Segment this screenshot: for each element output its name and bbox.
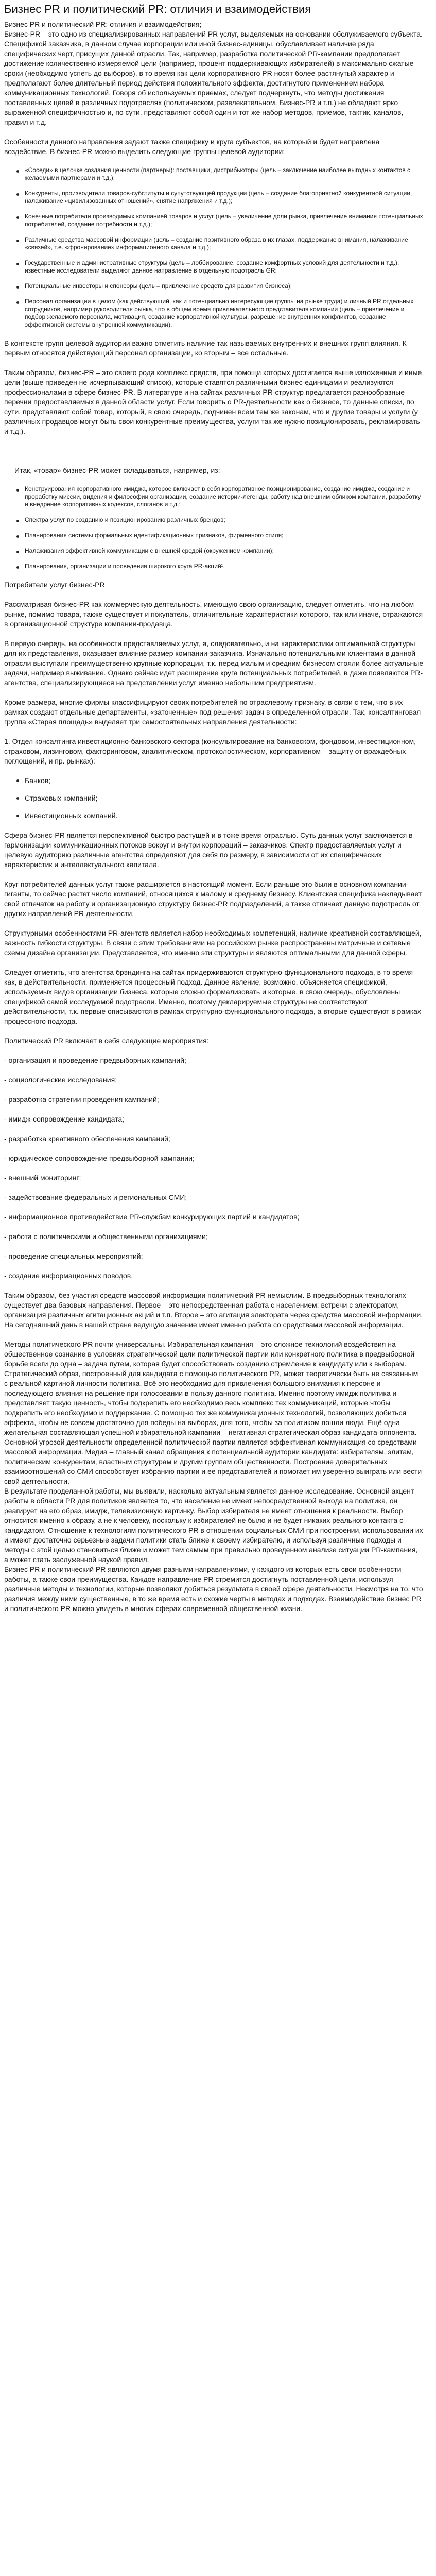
paragraph: Итак, «товар» бизнес-PR может складываться, например, из:	[14, 466, 220, 474]
list-item: Планирования системы формальных идентификационных признаков, фирменного стиля;	[25, 532, 424, 539]
list-item: Государственные и административные структуры (цель – лоббирование, создание комфортных условий для деятельности и т.д.), известные исследователи выделяют данное направление в отдельную подотрасль GR;	[25, 259, 424, 275]
list-item: - социологические исследования;	[4, 1076, 117, 1084]
paragraph: В контексте групп целевой аудитории важно отметить наличие так называемых внутренних и внешних групп влияния. К первым относятся действующий персонал организации, ко вторым – все остальные.	[4, 339, 407, 357]
spacer	[4, 446, 424, 466]
list-item: Налаживания эффективной коммуникации с внешней средой (окружением компании);	[25, 547, 424, 555]
list-item: - разработка креативного обеспечения кампаний;	[4, 1134, 170, 1143]
paragraph: Рассматривая бизнес-PR как коммерческую деятельность, имеющую свою организацию, следует отметить, что на любом рынке, помимо товара, также существует и покупатель, отличительные характеристики которого, так или иначе, отражаются в организационной структуре компании-продавца.	[4, 600, 423, 628]
paragraph: Круг потребителей данных услуг также расширяется в настоящий момент. Если раньше это были в основном компании-гиганты, то сейчас растет число компаний, относящихся к малому и среднему бизнесу. Клиентская специфика накладывает свой отпечаток на работу и организационную структуру бизнес-PR подразделений, а также отличает данную подотрасль от других направлений PR деятельности.	[4, 880, 422, 918]
paragraph: Следует отметить, что агентства брэндинга на сайтах придерживаются структурно-функционального подхода, в то время как, в действительности, применяется процессный подход. Данное явление, возможно, объясняется спецификой, используемых видов организации бизнеса, которые сложно формализовать и которые, в свою очередь, обусловлены спецификой самой исследуемой подотрасли. Именно, поэтому декларируемые структуры не соответствуют действительности, т.к. первые описываются в рамках структурно-функционального подхода, а вторые существуют в рамках процессного подхода.	[4, 968, 421, 1025]
list-item: Планирования, организации и проведения широкого круга PR-акций¹.	[25, 563, 424, 570]
paragraph: Методы политического PR почти универсальны. Избирательная кампания – это сложное технологий воздействия на общественное сознание в условиях стратегической цели политической партии или конкретного политика в предвыборной борьбе всеги до одна – задача путем, которая будет способствовать созданию стремление к кандидату или к выборам. Стратегический образ, построенный для кандидата с помощью политического PR, может теоретически быть не связанным с реальной картиной личности политика. Всё это необходимо для привлечения большого внимания к персоне и последующего влияния на решение при голосовании в пользу данного политика. Именно поэтому имидж политика и представляет такую ценность, чтобы подкрепить его необходимо весь комплекс тех коммуникаций, которые чтобы подкрепить его необходимо и поддержание. С помощью тех же коммуникационных технологий, позволяющих добиться эффекта, чтобы не совсем достаточно для победы на выборах, для того, чтобы за политиком пошли люди. Ещё одна желательная составляющая успешной избирательной кампании – негативная стратегическая образ кандидата-оппонента.	[4, 1340, 418, 1436]
list-item: - внешний мониторинг;	[4, 1174, 81, 1182]
list-item: - проведение специальных мероприятий;	[4, 1252, 143, 1260]
paragraph: Сфера бизнес-PR является перспективной быстро растущей и в тоже время отраслью. Суть данных услуг заключается в гармонизации коммуникационных потоков вокруг и внутри корпораций – заказчиков. Спектр предоставляемых услуг и целевую аудиторию различные агентства определяют для себя по размеру, в зависимости от их специфических характеристик и интеллектуального капитала.	[4, 831, 413, 869]
list-item: - информационное противодействие PR-службам конкурирующих партий и кандидатов;	[4, 1213, 300, 1221]
list-item: Различные средства массовой информации (цель – создание позитивного образа в их глазах, поддержание внимания, налаживание «связей», т.е. «фронирование» информационного канала и т.д.);	[25, 236, 424, 251]
paragraph: В первую очередь, на особенности представляемых услуг, а, следовательно, и на характеристики оптимальной структуры для их представления, оказывает влияние размер компании-заказчика. Изначально потенциальными клиентами в данной отрасли выступали преимущественно крупные корпорации, т.к. перед малым и средним бизнесом стояли более актуальные задачи, например выживание. Однако сейчас идет расширение круга потенциальных потребителей, в даже появляются PR-агентства, специализирующиеся на представлении услуг именно небольшим предприятиям.	[4, 639, 424, 687]
list-item: - юридическое сопровождение предвыборной кампании;	[4, 1154, 195, 1162]
list-item: Конечные потребители производимых компанией товаров и услуг (цель – увеличение доли рынка, привлечение внимания потенциальных потребителей, создание потребности и т.д.);	[25, 213, 423, 228]
document-page	[0, 2, 428, 1614]
paragraph: Основной угрозой деятельности определенной политической партии является эффективная коммуникация со средствами массовой информации. Медиа – главный канал обращения к потенциальной аудитории кандидата: избирателям, элитам, политическим конкурентам, властным структурам и другим группам общественности. Построение доверительных взаимоотношений со СМИ способствует избранию партии и ее представителей и помогает им уверенно выиграть или вести свой деятельности.	[4, 1438, 422, 1485]
list-item: - разработка стратегии проведения кампаний;	[4, 1095, 159, 1104]
paragraph: Таким образом, без участия средств массовой информации политический PR немыслим. В предвыборных технологиях существует два базовых направления. Первое – это непосредственная работа с населением: встречи с электоратом, организация различных агитационных акций и т.п. Второе – это агитация электората через средства массовой информации. На сегодняшний день в нашей стране ведущую значение имеет именно работа со средствами массовой информации.	[4, 1291, 423, 1329]
target-audience-list	[4, 166, 424, 329]
paragraph: Кроме размера, многие фирмы классифицируют своих потребителей по отраслевому признаку, в связи с тем, что в их рамках создают отдельные департаменты, «заточенные» под решения задач в определенной отрасли. Так, консалтинговая группа «Старая площадь» выделяет три самостоятельных направления деятельности:	[4, 698, 421, 726]
list-item: Инвестиционных компаний.	[25, 811, 424, 821]
list-item: Конструирования корпоративного имиджа, которое включает в себя корпоративное позиционирование, создание имиджа, создание и проработку миссии, видения и философии организации, создание истории-легенды, работу над внешним обликом компании, разработку и внедрение корпоративных кодексов, слоганов и т.д.;	[25, 485, 424, 509]
list-item: - работа с политическими и общественными организациями;	[4, 1232, 208, 1241]
paragraph: Бизнес-PR – это одно из специализированных направлений PR услуг, выделяемых на основании обслуживаемого субъекта. Спецификой заказчика, в данном случае корпорации или иной бизнес-единицы, обуславливает наличие ряда специфических черт, присущих данной отрасли. Так, например, разработка политической PR-кампании предполагает достижение количественно измеряемой цели (например, процент поддерживающих избирателей) в максимально сжатые сроки (необходимо успеть до выборов), в то время как цели корпоративного PR носят более растянутый характер и предполагают более длительный период действия положительного эффекта, достигнутого применением набора коммуникационных технологий. Говоря об используемых приемах, следует подчеркнуть, что методы достижения поставленных целей в различных подотраслях (политическом, развлекательном, Бизнес-PR и т.п.) не обладают ярко выраженной специфичностью и, по сути, представляют собой один и тот же набор методов, приемов, тактик, каналов, правил и т.д.	[4, 30, 423, 126]
list-item: Конкуренты, производители товаров-субституты и супутствующей продукции (цель – создание благоприятной конкурентной ситуации, налаживание «цивилизованных отношений», снятие напряжения и т.д.);	[25, 190, 424, 205]
list-item: - создание информационных поводов.	[4, 1272, 133, 1280]
paragraph: Особенности данного направления задают также специфику и круга субъектов, на который и будет направлена воздействие. В бизнес-PR можно выделить следующие группы целевой аудитории:	[4, 138, 380, 156]
list-item: Персонал организации в целом (как действующий, как и потенциально интересующие группы на рынке труда) и личный PR отдельных сотрудников, например руководителя рынка, что в общем время привлекательного представителя компании (цель – привлечение и подбор желаемого персонала, мотивация, создание корпоративной культуры, разрешение внутренних конфликтов, создание эффективной системы внутренней коммуникации).	[25, 298, 424, 329]
political-pr-list	[4, 1056, 424, 1281]
list-item: «Соседи» в целочке создания ценности (партнеры): поставщики, дистрибьюторы (цель – заключение наиболее выгодных контактов с желаемыми партнерами и т.д.);	[25, 166, 424, 182]
list-item: Банков;	[25, 776, 424, 786]
list-item: - имидж-сопровождение кандидата;	[4, 1115, 125, 1123]
department-list	[4, 776, 424, 821]
paragraph: Таким образом, бизнес-PR – это своего рода комплекс средств, при помощи которых достигается выше изложенные и иные цели (выше приведен не исчерпывающий список), которые ставятся различными бизнес-единицами и реализуются профессионалами в сфере бизнес-PR. В литературе и на сайтах различных PR-структур предлагается разнообразные перечни предоставляемых в данной области услуг. Если говорить о PR-деятельности как о бизнесе, то данные списки, по сути, представляют собой товар, который, в свою очередь, подчинен всем тем же законам, что и другие товары и услуги (у различных продавцов могут быть свои конкурентные преимущества, услуги так же нужно позиционировать, рекламировать и т.д.).	[4, 368, 422, 435]
product-list	[4, 485, 424, 570]
paragraph: Бизнес PR и политический PR: отличия и взаимодействия;	[4, 20, 202, 28]
list-item: - организация и проведение предвыборных кампаний;	[4, 1056, 186, 1064]
page-title: Бизнес PR и политический PR: отличия и взаимодействия	[4, 3, 311, 15]
paragraph: Структурными особенностями PR-агентств является набор необходимых компетенций, наличие креативной составляющей, важность гибкости структуры. В связи с этим требованиями на российском рынке распространены матричные и сетевые схемы дизайна организации. Представляется, что именно эти структуры и являются оптимальными для данной сферы.	[4, 929, 422, 957]
paragraph: Политический PR включает в себя следующие мероприятия:	[4, 1037, 209, 1045]
list-item: Потенциальные инвесторы и спонсоры (цель – привлечение средств для развития бизнеса);	[25, 282, 424, 290]
list-item: - задействование федеральных и региональных СМИ;	[4, 1193, 187, 1201]
paragraph: В результате проделанной работы, мы выявили, насколько актуальным является данное исследование. Основной акцент работы в области PR для политиков является то, что население не имеет непосредственной выхода на политика, он реагирует на его образ, имидж, телевизионную картинку. Выбор избирателя не имеет отношения к реальности. Выбор относится именно к образу, а не к человеку, поскольку к избирателей не было и не будет никаких реального контакта с кандидатом. Отношение к технологиям политического PR в отношении социальных СМИ при построении, использовании их и имеют достаточно серьезные задачи политики стать ближе к своему избирателю, и используя различные подходы и методы с этой целью становиться ближе и может тем самым при правильно проведенном анализе ситуации PR-кампания, а может стать заслуженной наукой правил.	[4, 1487, 423, 1564]
section-heading: Потребители услуг бизнес-PR	[4, 581, 105, 589]
list-item: Спектра услуг по созданию и позиционированию различных брендов;	[25, 516, 424, 524]
list-item: Страховых компаний;	[25, 793, 424, 803]
paragraph: Бизнес PR и политический PR являются двумя разными направлениями, у каждого из которых есть свои особенности работы, а также свои преимущества. Каждое направление PR стремится достигнуть поставленной цели, используя различные методы и технологии, которые позволяют добиться результата в своей сфере деятельности. Несмотря на то, что различия между ними существенные, в то же время есть и схожие черты в методах и подходах. Взаимодействие бизнес PR и политического PR можно увидеть в многих сферах современной общественной жизни.	[4, 1565, 423, 1613]
paragraph: 1. Отдел консалтинга инвестиционно-банковского сектора (консультирование на банковском, фондовом, инвестиционном, страховом, лизинговом, факторинговом, аналитическом, протоколостическом, корпоративном – защиту от враждебных поглощений, и пр. рынках):	[4, 737, 416, 765]
